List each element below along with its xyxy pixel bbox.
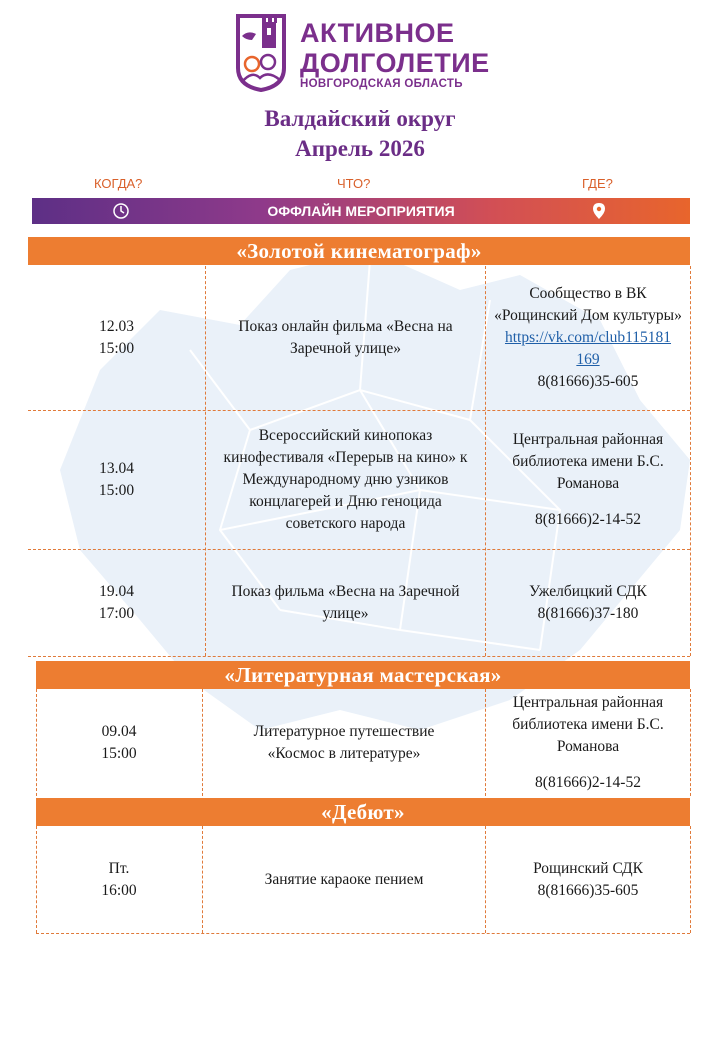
vk-group-link[interactable]: https://vk.com/club115181 169 bbox=[504, 329, 672, 368]
section-title-golden-cinema: «Золотой кинематограф» bbox=[28, 237, 690, 265]
table-row-4-datetime bbox=[36, 689, 202, 796]
event-date: 13.04 bbox=[99, 460, 134, 477]
event-place: Ужелбицкий СДК bbox=[529, 583, 647, 600]
table-row-1-event: Показ онлайн фильма «Весна на Заречной улице» bbox=[238, 318, 453, 357]
event-place: Центральная районная библиотека имени Б.С. Романова bbox=[512, 693, 664, 755]
event-date: Пт. bbox=[108, 859, 130, 877]
column-header-where: ГДЕ? bbox=[582, 176, 613, 191]
event-place: Рощинский СДК bbox=[533, 859, 643, 877]
logo-text-line3: НОВГОРОДСКАЯ ОБЛАСТЬ bbox=[300, 78, 463, 90]
table-row-5-place bbox=[486, 826, 690, 933]
logo-text-line2: ДОЛГОЛЕТИЕ bbox=[300, 48, 490, 78]
table-row-3-datetime bbox=[28, 550, 205, 656]
logo-text-line1: АКТИВНОЕ bbox=[300, 18, 455, 48]
column-header-what: ЧТО? bbox=[337, 176, 371, 191]
event-place: Центральная районная библиотека имени Б.С. Романова bbox=[512, 431, 664, 492]
event-date: 09.04 bbox=[101, 722, 137, 740]
section-title-literary-workshop: «Литературная мастерская» bbox=[36, 661, 690, 689]
table-row-1-datetime bbox=[28, 266, 205, 410]
table-row-4-place bbox=[486, 689, 690, 796]
table-row-5-event: Занятие караоке пением bbox=[264, 870, 424, 888]
table-row-2-place bbox=[486, 411, 690, 549]
event-phone: 8(81666)37-180 bbox=[537, 605, 639, 622]
table-row-1-place bbox=[486, 266, 690, 410]
column-divider bbox=[690, 266, 691, 656]
column-header-when: КОГДА? bbox=[94, 176, 143, 191]
logo-emblem-icon bbox=[232, 12, 290, 92]
event-time: 16:00 bbox=[101, 881, 137, 899]
section-title-debut: «Дебют» bbox=[36, 798, 690, 826]
column-divider bbox=[690, 826, 691, 933]
offline-events-banner bbox=[32, 198, 690, 224]
event-date: 12.03 bbox=[99, 318, 134, 335]
event-place: Сообщество в ВК «Рощинский Дом культуры» bbox=[494, 285, 682, 324]
row-divider bbox=[36, 933, 690, 934]
location-pin-icon bbox=[592, 202, 606, 220]
table-row-5-datetime bbox=[36, 826, 202, 933]
event-phone: 8(81666)2-14-52 bbox=[535, 511, 641, 528]
event-phone: 8(81666)2-14-52 bbox=[535, 773, 641, 791]
event-time: 15:00 bbox=[98, 340, 135, 357]
column-divider bbox=[690, 689, 691, 796]
event-time: 17:00 bbox=[98, 605, 135, 622]
row-divider bbox=[28, 656, 690, 657]
event-time: 15:00 bbox=[101, 744, 137, 762]
event-time: 15:00 bbox=[98, 482, 135, 499]
table-row-4-event: Литературное путешествие «Космос в литературе» bbox=[253, 722, 435, 762]
district-title: Валдайский округ bbox=[264, 106, 456, 131]
event-phone: 8(81666)35-605 bbox=[537, 373, 639, 390]
month-title: Апрель 2026 bbox=[295, 136, 425, 161]
banner-title: ОФФЛАЙН МЕРОПРИЯТИЯ bbox=[267, 203, 455, 219]
table-row-2-datetime bbox=[28, 411, 205, 549]
table-row-3-place bbox=[486, 550, 690, 656]
table-row-3-event: Показ фильма «Весна на Заречной улице» bbox=[231, 583, 460, 622]
event-phone: 8(81666)35-605 bbox=[537, 881, 639, 899]
event-date: 19.04 bbox=[99, 583, 134, 600]
table-row-2-event: Всероссийский кинопоказ кинофестиваля «Перерыв на кино» к Международному дню узников концлагерей и Дню геноцида советского народа bbox=[223, 427, 468, 532]
